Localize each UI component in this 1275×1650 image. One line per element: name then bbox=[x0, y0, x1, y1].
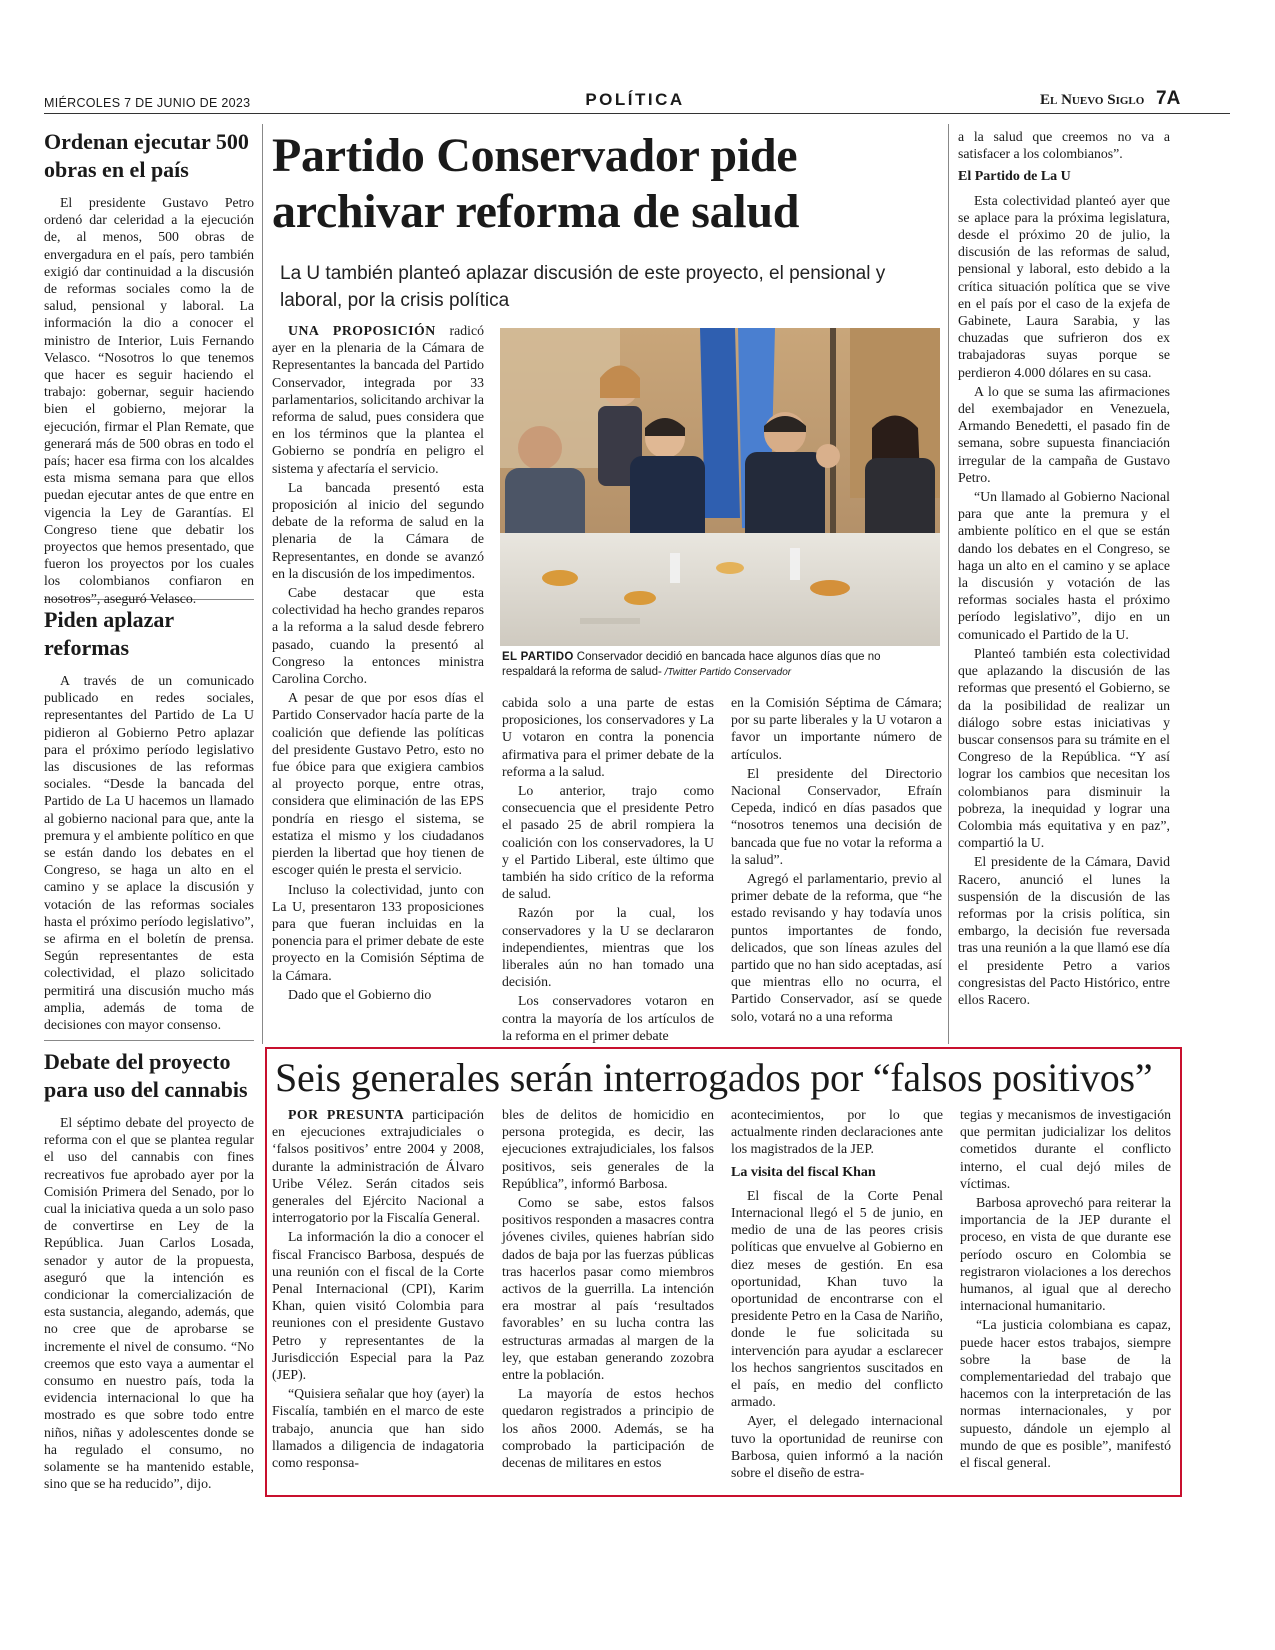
paragraph: a la salud que creemos no va a satisfacer a los colombianos”. bbox=[958, 129, 1170, 162]
brief-aplazar bbox=[44, 606, 254, 1035]
boxed-headline: Seis generales serán interrogados por “falsos positivos” bbox=[275, 1055, 1153, 1100]
paragraph: Planteó también esta colectividad que aplazando la discusión de las reformas que presentó el Gobierno, se da la posibilidad de realizar un diálogo sobre estas iniciativas y buscar consensos para su trámite en el Congreso de la República. “Y así lograr los cambios que necesitan los colombianos para disminuir la pobreza, la inequidad y lograr una Colombia más equitativa y en paz”, compartió la U. bbox=[958, 645, 1170, 851]
main-column-1 bbox=[272, 322, 484, 1005]
paragraph: cabida solo a una parte de estas proposiciones, los conservadores y La U votaron en contra la ponencia afirmativa para el primer debate de la reforma a la salud. bbox=[502, 695, 714, 779]
paragraph: bles de delitos de homicidio en persona protegida, es decir, las ejecuciones extrajudiciales, los falsos positivos, seis generales de la República”, informó Barbosa. bbox=[502, 1107, 714, 1191]
brief-cannabis bbox=[44, 1048, 254, 1494]
paragraph: El séptimo debate del proyecto de reforma con el que se plantea regular el uso del cannabis con fines recreativos fue aprobado ayer por la Comisión Primera del Senado, por lo cual la iniciativa queda a un solo paso de convertirse en Ley de la República. Juan Carlos Losada, senador y autor de la propuesta, aseguró que la intención es condicionar la comercialización de esta sustancia, alegando, además, que no cree que de aprobarse se incremente el nivel de consumo. “No creemos que esto vaya a aumentar el consumo en nuestro país, toda la evidencia internacional lo que ha mostrado es que sobre todo entre niños, niñas y adolescentes donde se ha regulado el consumo, no solamente se ha mantenido estable, sino que se ha reducido”, dijo. bbox=[44, 1115, 254, 1492]
brief-obras bbox=[44, 128, 254, 609]
main-column-3 bbox=[731, 694, 942, 1027]
paragraph: Agregó el parlamentario, previo al primer debate de la reforma, que “he estado revisando y hay todavía unos puntos importantes de fondo, delicados, que son líneas azules del partido que no han sido aceptadas, así que mientras ello no ocurra, el Partido Conservador, así se quede solo, votará no a una reforma bbox=[731, 871, 942, 1024]
paragraph: “La justicia colombiana es capaz, puede hacer estos trabajos, siempre sobre la base de la complementariedad del trabajo que hacemos con la interpretación de las normas internacionales, y por supuesto, dándole un ejemplo al mundo de que es posible”, manifestó el fiscal general. bbox=[960, 1317, 1171, 1471]
main-deck: La U también planteó aplazar discusión de este proyecto, el pensional y laboral, por la crisis política bbox=[280, 263, 886, 311]
paragraph: Lo anterior, trajo como consecuencia que el presidente Petro el pasado 25 de abril rompiera la coalición con los conservadores, la U y el Partido Liberal, este último que también ha sido crítico de la reforma de salud. bbox=[502, 783, 714, 902]
meeting-photo bbox=[500, 328, 940, 646]
paragraph: Esta colectividad planteó ayer que se aplace para la próxima legislatura, desde el próximo 20 de julio, la discusión de las reformas de salud, pensional y laboral, esto debido a la crítica situación política que se vive en el país por el caso de la exjefa de Gabinete, Laura Sarabia, y las chuzadas que sufrieron dos ex trabajadoras suyas porque se perdieron 4.000 dólares en su casa. bbox=[958, 192, 1170, 380]
brief-body bbox=[44, 194, 254, 607]
paragraph: La mayoría de estos hechos quedaron registrados a principio de los años 2000. Además, se ha comprobado la participación de decenas de militares en estos bbox=[502, 1386, 714, 1471]
paragraph: El fiscal de la Corte Penal Internacional llegó el 5 de junio, en medio de una de las peores crisis políticas que envuelve al Gobierno en diez meses de gestión. En esa oportunidad, Khan tuvo la oportunidad de encontrarse con el presidente Petro en la Casa de Nariño, donde le fue solicitada su intervención para ayudar a esclarecer los hechos sangrientos suscitados en el país, en medio del conflicto armado. bbox=[731, 1187, 943, 1410]
section-name: POLÍTICA bbox=[585, 90, 685, 109]
paragraph bbox=[272, 1106, 484, 1226]
paragraph: Cabe destacar que esta colectividad ha hecho grandes reparos a la reforma a la salud desde febrero pasado, cuando la presentó al Congreso la entonces ministra Carolina Corcho. bbox=[272, 585, 484, 687]
caption-kicker: EL PARTIDO bbox=[502, 651, 574, 663]
header-rule bbox=[44, 113, 1230, 114]
page-number: 7A bbox=[1156, 88, 1181, 109]
lead-text: participación en ejecuciones extrajudiciales o ‘falsos positivos’ entre 2004 y 2008, durante la administración de Álvaro Uribe Vélez. Serán citados seis generales del Ejército Nacional a interrogatorio por la Fiscalía General. bbox=[272, 1107, 484, 1226]
story-divider bbox=[44, 1040, 254, 1041]
box-column-2 bbox=[502, 1106, 714, 1473]
paragraph: La bancada presentó esta proposición al inicio del segundo debate de la reforma de salud en la plenaria de la Cámara de Representantes, en donde se avanzó en la discusión de los impedimentos. bbox=[272, 479, 484, 581]
subheading: El Partido de La U bbox=[958, 169, 1071, 185]
newspaper-name: El Nuevo Siglo bbox=[1040, 92, 1145, 108]
paragraph: El presidente de la Cámara, David Racero, anunció el lunes la suspensión de la discusión de las reformas por la crisis política, sin embargo, la decisión fue reversada tras una reunión a la que llamó ese día el presidente Petro a varios congresistas del Pacto Histórico, entre ellos Racero. bbox=[958, 854, 1170, 1007]
brief-title: Piden aplazar reformas bbox=[44, 607, 174, 660]
brief-body bbox=[44, 672, 254, 1033]
main-headline: Partido Conservador pide archivar reforma de salud bbox=[272, 129, 800, 238]
box-column-1 bbox=[272, 1106, 484, 1473]
paragraph: El presidente Gustavo Petro ordenó dar celeridad a la ejecución de, al menos, 500 obras de envergadura en el país, pero también exigió dar continuidad a la discusión de reformas sociales como la de salud, pensional y laboral. La información la dio a conocer el ministro de Interior, Luis Fernando Velasco. “Nosotros lo que tenemos que hacer es seguir haciendo el trabajo: gobernar, seguir haciendo bien el gobierno, mejorar la ejecución, firmar el Plan Remate, que generará más de 500 obras en todo el país; hacer esa firma con los alcaldes esta misma semana para que ellos puedan ejecutar antes de que entre en vigencia la Ley de Garantías. El Congreso tiene que debatir los proyectos que hemos presentado, que fueron los proyectos por los cuales los colombianos confiaron en nosotros”, aseguró Velasco. bbox=[44, 195, 254, 606]
main-column-4 bbox=[958, 128, 1170, 1010]
lead-in: POR PRESUNTA bbox=[288, 1107, 405, 1122]
meeting-photo-illustration bbox=[500, 328, 940, 646]
paragraph bbox=[272, 322, 484, 477]
paragraph: “Un llamado al Gobierno Nacional para que ante la premura y el ambiente político en el que se están dando los debates en el Congreso, se haga un alto en el camino y se aplace la discusión y votación de las reformas sociales hasta el próximo período legislativo”, dijo en un comunicado el Partido de la U. bbox=[958, 489, 1170, 642]
paragraph: acontecimientos, por lo que actualmente rinden declaraciones ante los magistrados de la JEP. bbox=[731, 1107, 943, 1157]
subheading: La visita del fiscal Khan bbox=[731, 1164, 876, 1180]
column-rule bbox=[948, 124, 949, 1044]
box-column-3 bbox=[731, 1106, 943, 1483]
paragraph: Dado que el Gobierno dio bbox=[288, 986, 432, 1002]
paragraph: La información la dio a conocer el fiscal Francisco Barbosa, después de una reunión con el fiscal de la Corte Penal Internacional (CPI), Karim Khan, quien visitó Colombia para reuniones con el presidente Gustavo Petro y representantes de la Jurisdicción Especial para la Paz (JEP). bbox=[272, 1229, 484, 1383]
paragraph: Como se sabe, estos falsos positivos responden a masacres contra jóvenes civiles, quienes habrían sido dados de baja por las fuerzas públicas tras hacerlos pasar como miembros activos de la guerrilla. La intención era mostrar al país ‘resultados favorables’ en su lucha contra las estructuras armadas al margen de la ley, que estaban generando zozobra entre la población. bbox=[502, 1195, 714, 1383]
paragraph: en la Comisión Séptima de Cámara; por su parte liberales y la U votaron a favor un importante número de artículos. bbox=[731, 695, 942, 762]
brief-body bbox=[44, 1114, 254, 1492]
main-column-2 bbox=[502, 694, 714, 1046]
photo-caption bbox=[502, 650, 938, 680]
lead-in: UNA PROPOSICIÓN bbox=[288, 323, 436, 338]
brief-title: Debate del proyecto para uso del cannabis bbox=[44, 1049, 248, 1102]
paragraph: Incluso la colectividad, junto con La U, presentaron 133 proposiciones para que fueran incluidas en la ponencia para el primer debate de este proyecto en la Comisión Séptima de la Cámara. bbox=[272, 881, 484, 983]
paragraph: Barbosa aprovechó para reiterar la importancia de la JEP durante el proceso, en vista de que durante ese período oscuro en Colombia se registraron violaciones a los derechos humanos, al igual que al derecho internacional humanitario. bbox=[960, 1195, 1171, 1314]
paragraph: Los conservadores votaron en contra la mayoría de los artículos de la reforma en el primer debate bbox=[502, 993, 714, 1043]
caption-text: Conservador decidió en bancada hace algunos días que no respaldará la reforma de salud- bbox=[502, 651, 881, 678]
box-column-4 bbox=[960, 1106, 1171, 1473]
paragraph: A pesar de que por esos días el Partido Conservador hacía parte de la coalición que defiende las políticas del presidente Gustavo Petro, esto no fue óbice para que exigiera cambios al proyecto porque, entre otras, considera que eliminación de las EPS pondría en riesgo el sistema, se estatiza el mismo y los ciudadanos pierden la libertad que hoy tienen de escoger quién le presta el servicio. bbox=[272, 690, 484, 878]
column-rule bbox=[262, 124, 263, 1044]
paragraph: tegias y mecanismos de investigación que permitan judicializar los delitos cometidos durante el conflicto interno, el cual dejó miles de víctimas. bbox=[960, 1107, 1171, 1191]
brief-title: Ordenan ejecutar 500 obras en el país bbox=[44, 129, 249, 182]
issue-date: MIÉRCOLES 7 DE JUNIO DE 2023 bbox=[44, 96, 251, 110]
paragraph: A lo que se suma las afirmaciones del exembajador en Venezuela, Armando Benedetti, el pasado fin de semana, sobre supuesta financiación irregular de la campaña de Gustavo Petro. bbox=[958, 383, 1170, 485]
photo-credit: /Twitter Partido Conservador bbox=[661, 667, 792, 678]
paragraph: A través de un comunicado publicado en redes sociales, representantes del Partido de La U pidieron al Gobierno Petro aplazar para el próximo período legislativo las discusiones de las reformas sociales. “Desde la bancada del Partido de La U hacemos un llamado al gobierno nacional para que, ante la premura y el ambiente político en que se están dando los debates en el Congreso, se haga un alto en el camino y se aplace la discusión y votación de las reformas sociales hasta el próximo período legislativo”, se afirma en el boletín de prensa. Según representantes de esta colectividad, el plazo solicitado permitirá una discusión mucho más amplia, además de toma de decisiones con mayor consenso. bbox=[44, 673, 254, 1033]
paragraph: Ayer, el delegado internacional tuvo la oportunidad de reunirse con Barbosa, quien informó a la nación sobre el diseño de estra- bbox=[731, 1413, 943, 1481]
lead-text: radicó ayer en la plenaria de la Cámara de Representantes la bancada del Partido Conservador, integrada por 33 parlamentarios, solicitando archivar la reforma de salud, pues considera que en los términos que la plantea el Gobierno se pondría en peligro el sistema y afectaría el servicio. bbox=[272, 323, 485, 476]
paragraph: Razón por la cual, los conservadores y la U se declararon independientes, mientras que los liberales aún no han tomado una decisión. bbox=[502, 905, 714, 990]
paragraph: El presidente del Directorio Nacional Conservador, Efraín Cepeda, indicó en días pasados que “nosotros tenemos una decisión de bancada que fue no votar la reforma a la salud”. bbox=[731, 765, 942, 867]
paragraph: “Quisiera señalar que hoy (ayer) la Fiscalía, también en el marco de este trabajo, anuncia que han sido llamados a diligencia de indagatoria como responsa- bbox=[272, 1386, 484, 1471]
